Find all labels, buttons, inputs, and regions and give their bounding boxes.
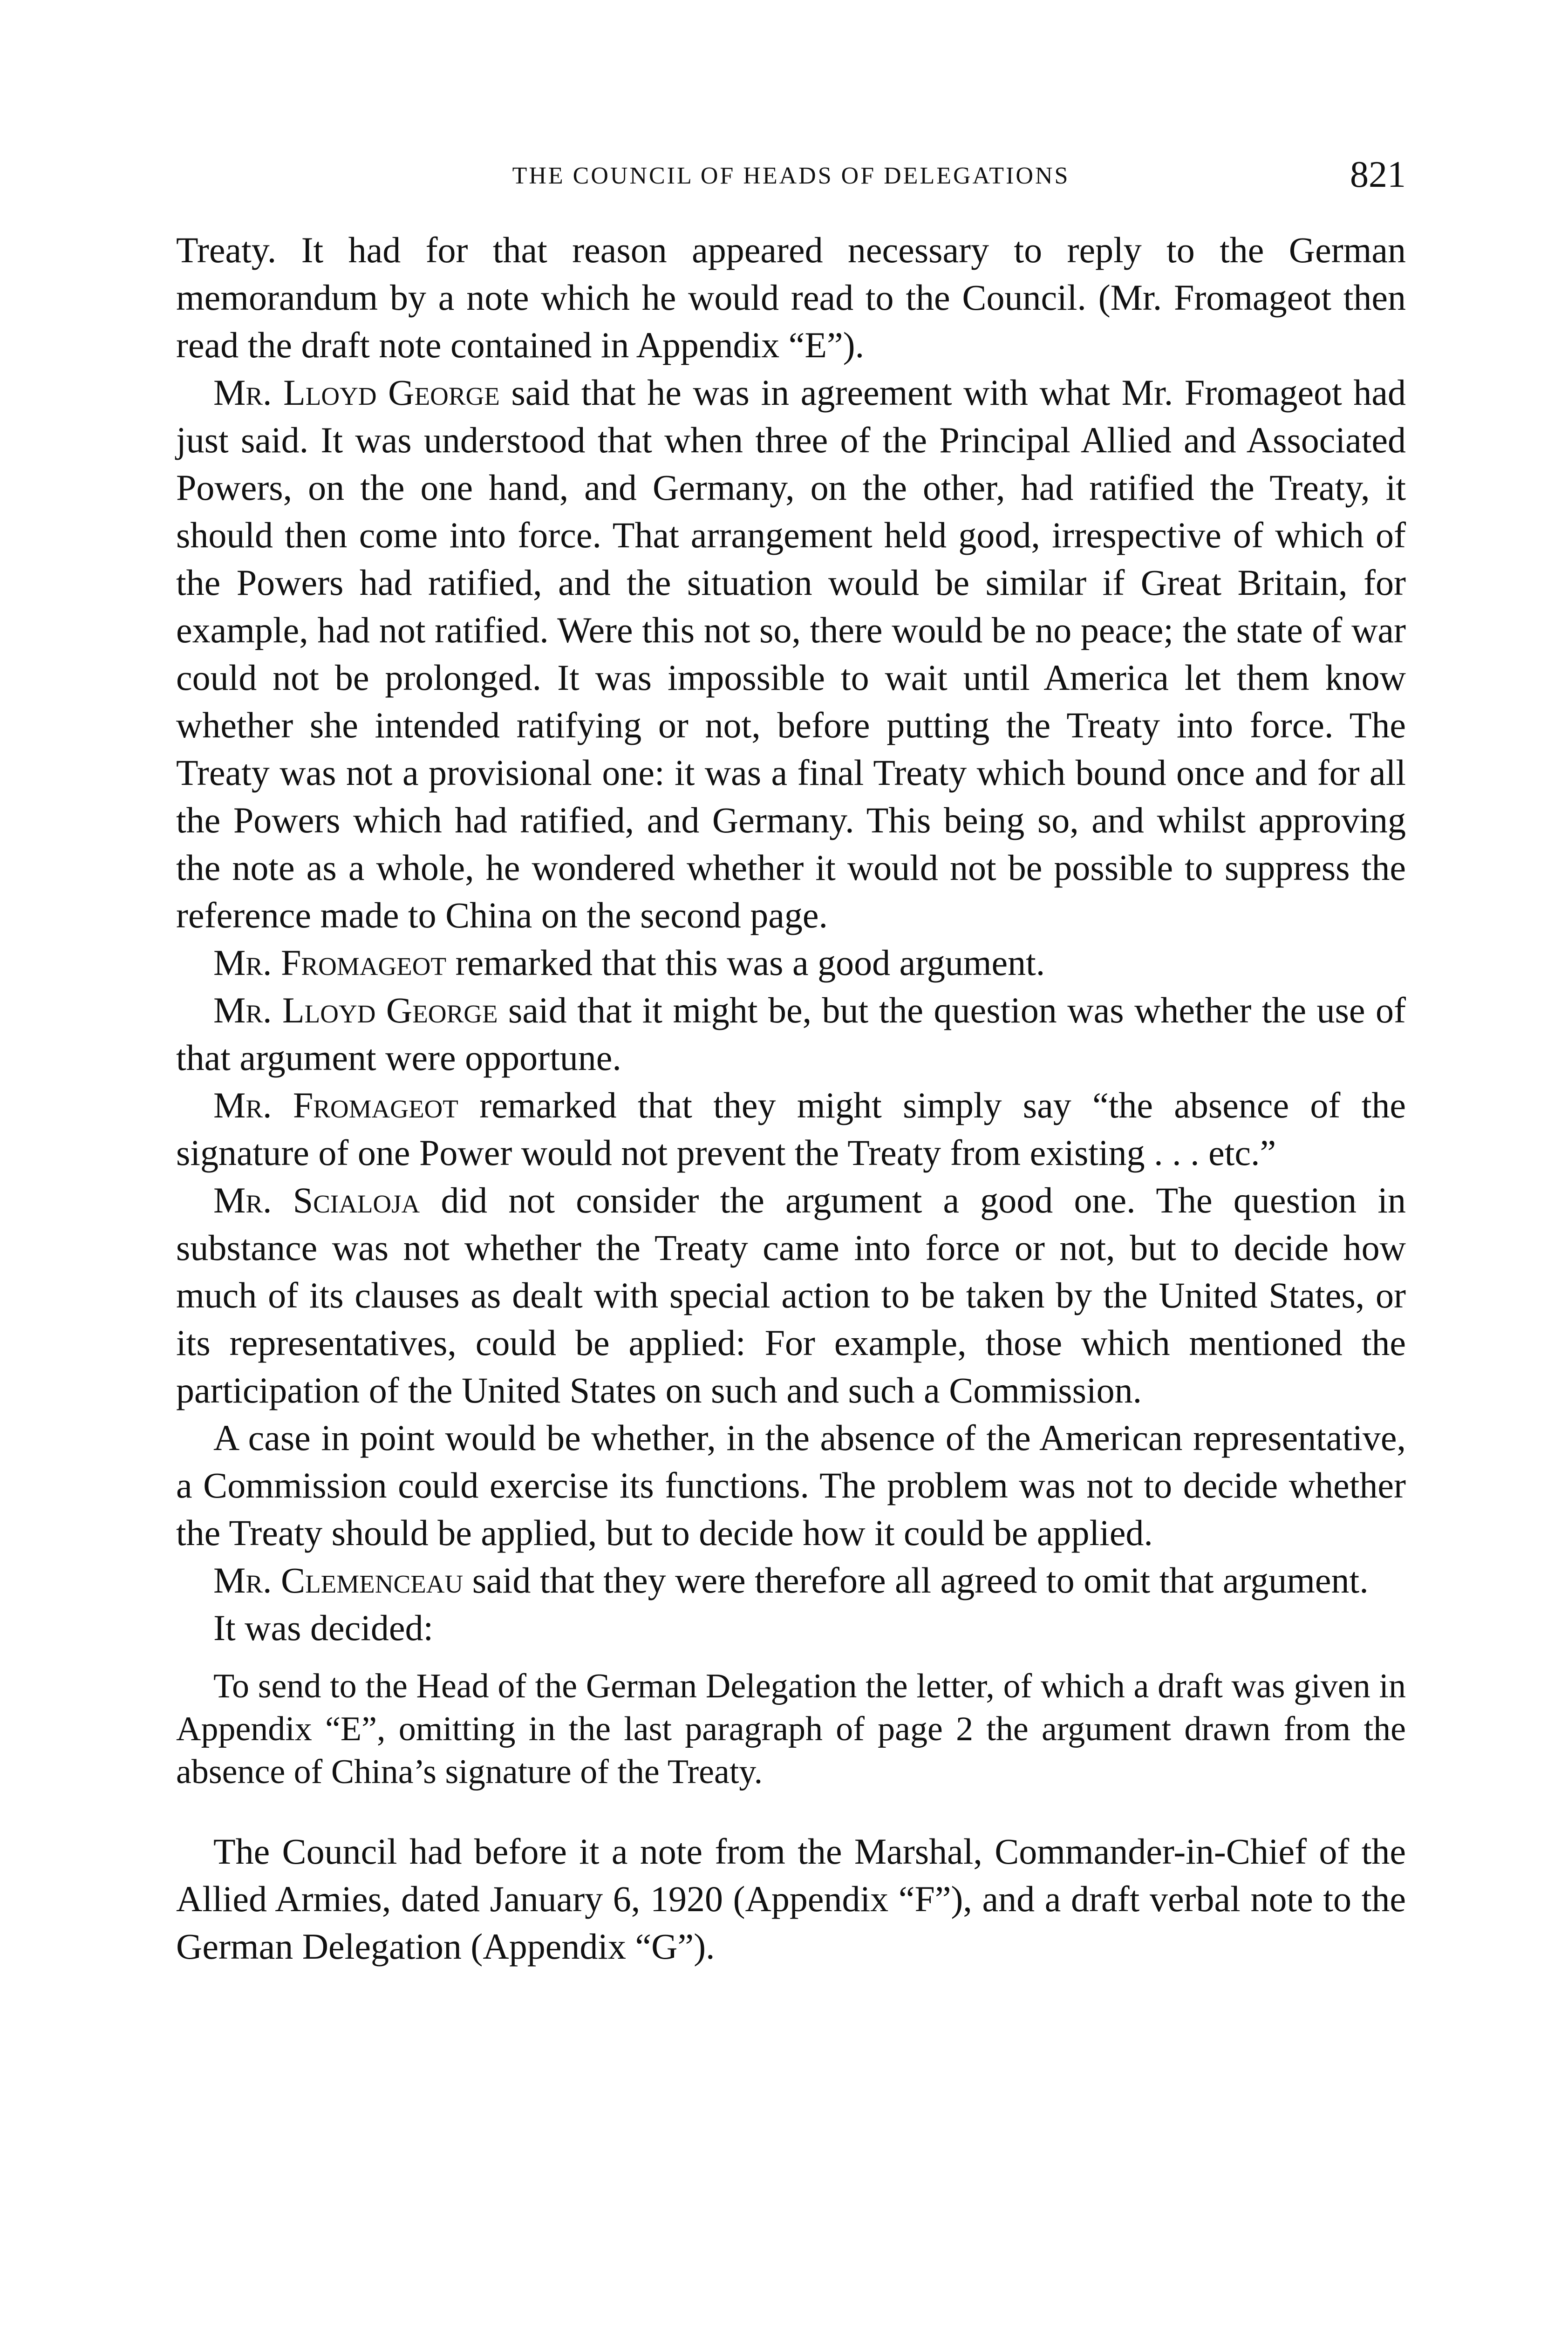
- decision-text: To send to the Head of the German Delegation the letter, of which a draft was given in Appendix “E”, omitting in the last paragraph of page 2 the argument drawn from the absence of China’s signature of the Treaty.: [176, 1667, 1406, 1791]
- document-page: [176, 154, 1406, 2007]
- paragraph: [176, 369, 1406, 939]
- page-number: 821: [1350, 154, 1406, 195]
- speaker-name: Mr. Fromageot: [213, 1085, 458, 1125]
- decision-intro: It was decided:: [213, 1607, 434, 1648]
- page-header: [176, 154, 1406, 210]
- paragraph-text: said that they were therefore all agreed to omit that argument.: [463, 1560, 1369, 1600]
- speaker-name: Mr. Lloyd George: [213, 990, 498, 1030]
- speaker-name: Mr. Fromageot: [213, 942, 447, 983]
- closing-paragraph: The Council had before it a note from the Marshal, Commander-in-Chief of the Allied Armies, dated January 6, 1920 (Appendix “F”), and a draft verbal note to the German Delegation (Appendix “G”).: [176, 1831, 1406, 1967]
- body-text: [176, 226, 1406, 1652]
- paragraph-text: remarked that they might simply say “the absence of the signature of one Power would not prevent the Treaty from existing . . . etc.”: [176, 1085, 1406, 1173]
- running-head: THE COUNCIL OF HEADS OF DELEGATIONS: [512, 163, 1070, 189]
- paragraph-text: said that he was in agreement with what Mr. Fromageot had just said. It was understood that when three of the Principal Allied and Associated Powers, on the one hand, and Germany, on the other, had ratified the Treaty, it should then come into force. That arrangement held good, irrespective of which of the Powers had ratified, and the situation would be similar if Great Britain, for example, had not ratified. Were this not so, there would be no peace; the state of war could not be prolonged. It was impossible to wait until America let them know whether she intended ratifying or not, before putting the Treaty into force. The Treaty was not a provisional one: it was a final Treaty which bound once and for all the Powers which had ratified, and Germany. This being so, and whilst approving the note as a whole, he wondered whether it would not be possible to suppress the reference made to China on the second page.: [176, 372, 1406, 935]
- paragraph: [176, 987, 1406, 1082]
- paragraph-text: said that it might be, but the question was whether the use of that argument were opportune.: [176, 990, 1406, 1078]
- paragraph: [176, 1082, 1406, 1177]
- paragraph: A case in point would be whether, in the absence of the American representative, a Commission could exercise its functions. The problem was not to decide whether the Treaty should be applied, but to decide how it could be applied.: [176, 1417, 1406, 1553]
- speaker-name: Mr. Lloyd George: [213, 372, 500, 413]
- paragraph-text: remarked that this was a good argument.: [446, 942, 1045, 983]
- paragraph: [176, 939, 1406, 987]
- paragraph: Treaty. It had for that reason appeared necessary to reply to the German memorandum by a note which he would read to the Council. (Mr. Fromageot then read the draft note contained in Appendix “E”).: [176, 230, 1406, 365]
- paragraph: [176, 1177, 1406, 1414]
- paragraph: [176, 1557, 1406, 1604]
- paragraph-text: did not consider the argument a good one. The question in substance was not whether the Treaty came into force or not, but to decide how much of its clauses as dealt with special action to be taken by the United States, or its representatives, could be applied: For example, those which mentioned the participation of the United States on such and such a Commission.: [176, 1180, 1406, 1410]
- speaker-name: Mr. Clemenceau: [213, 1560, 464, 1600]
- speaker-name: Mr. Scialoja: [213, 1180, 420, 1220]
